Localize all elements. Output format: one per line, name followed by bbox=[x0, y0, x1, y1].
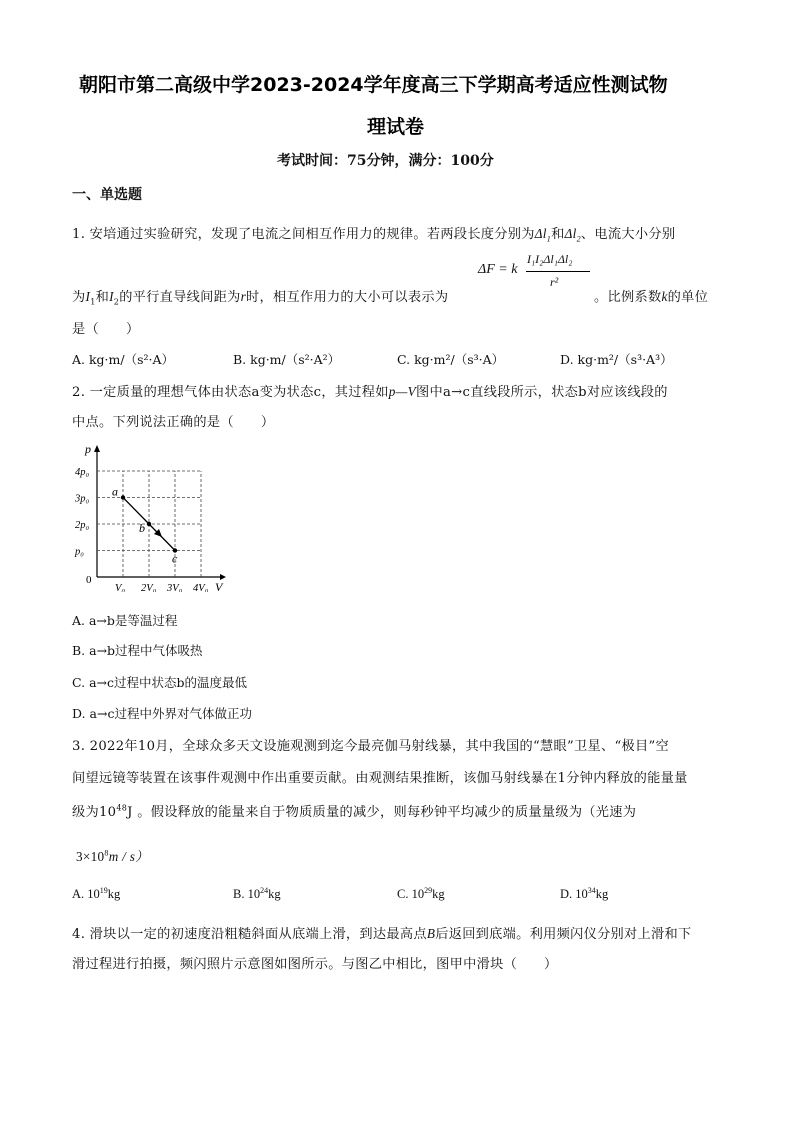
q4-line2: 滑过程进行拍摄，频闪照片示意图如图所示。与图乙中相比，图甲中滑块（ ） bbox=[72, 957, 558, 972]
page-title-line2: 理试卷 bbox=[367, 116, 425, 138]
section-heading: 一、单选题 bbox=[72, 187, 142, 203]
pv-graph bbox=[72, 440, 232, 592]
exam-info: 考试时间：75分钟，满分：100分 bbox=[277, 153, 494, 169]
formula-denominator: r² bbox=[550, 275, 559, 289]
p-axis-label: p bbox=[85, 442, 91, 456]
state-label-a: a bbox=[112, 484, 118, 499]
y-tick-label: 3p₀ bbox=[75, 493, 90, 505]
q3-option-a: A. $10^{19}kg$ bbox=[72, 886, 121, 902]
v-axis-label: V bbox=[215, 580, 223, 592]
state-point-b bbox=[147, 522, 151, 526]
q2-option-a: A. a→b是等温过程 bbox=[72, 613, 178, 628]
p-axis-arrow bbox=[94, 445, 100, 452]
q1-line1: 1. 安培通过实验研究，发现了电流之间相互作用力的规律。若两段长度分别为$\Delta l_1$和$\Delta l_2$、电流大小分别 bbox=[72, 226, 676, 244]
q1-option-a: A. kg·m/（s²·A） bbox=[72, 352, 175, 367]
q2-option-c: C. a→c过程中状态b的温度最低 bbox=[72, 675, 247, 690]
state-label-b: b bbox=[139, 521, 145, 535]
state-label-c: c bbox=[172, 551, 178, 566]
q3-line4: $3\times 10^8m / s$） bbox=[76, 848, 149, 864]
q3-line1: 3. 2022年10月，全球众多天文设施观测到迄今最亮伽马射线暴，其中我国的“慧眼”卫星、“极目”空 bbox=[72, 739, 670, 754]
a-to-b-segment bbox=[123, 498, 149, 525]
y-tick-label: p₀ bbox=[75, 546, 84, 558]
q3-option-b: B. $10^{24}kg$ bbox=[233, 886, 281, 902]
q2-line2: 中点。下列说法正确的是（ ） bbox=[72, 415, 275, 430]
b-to-c-segment bbox=[149, 524, 175, 551]
q3-option-c: C. $10^{29}kg$ bbox=[397, 886, 445, 902]
q1-line3: 是（ ） bbox=[72, 322, 140, 337]
origin-label: 0 bbox=[86, 574, 92, 586]
y-tick-label: 2p₀ bbox=[75, 520, 90, 531]
q3-option-d: D. $10^{34}kg$ bbox=[560, 886, 609, 902]
q1-option-d: D. kg·m²/（s³·A³） bbox=[560, 352, 673, 367]
formula-numerator: I₁I₂Δl₁Δl₂ bbox=[527, 252, 573, 266]
x-tick-label: 2V₀ bbox=[141, 583, 157, 592]
q3-line2: 间望远镜等装置在该事件观测中作出重要贡献。由观测结果推断，该伽马射线暴在1分钟内释放的能量量 bbox=[72, 771, 688, 786]
formula-lhs: ΔF = k bbox=[478, 262, 518, 277]
q4-line1: 4. 滑块以一定的初速度沿粗糙斜面从底端上滑，到达最高点B后返回到底端。利用频闪仪分别对上滑和下 bbox=[72, 926, 692, 942]
q1-option-b: B. kg·m/（s²·A²） bbox=[233, 352, 341, 367]
fraction-bar bbox=[526, 271, 590, 272]
x-tick-label: 3V₀ bbox=[167, 583, 183, 592]
q3-line3: 级为$10^{48}J$ 。假设释放的能量来自于物质质量的减少，则每秒钟平均减少的质量量级为（光速为 bbox=[72, 803, 637, 820]
x-tick-label: V₀ bbox=[115, 583, 126, 592]
x-tick-label: 4V₀ bbox=[193, 583, 209, 592]
state-point-a bbox=[121, 495, 125, 499]
y-tick-label: 4p₀ bbox=[75, 467, 90, 478]
page-title: 朝阳市第二高级中学2023-2024学年度高三下学期高考适应性测试物 bbox=[79, 74, 668, 96]
q1-option-c: C. kg·m²/（s³·A） bbox=[397, 352, 505, 367]
q2-option-b: B. a→b过程中气体吸热 bbox=[72, 643, 203, 658]
q1-line2-tail: 。比例系数k的单位 bbox=[594, 289, 709, 305]
q2-line1: 2. 一定质量的理想气体由状态a变为状态c，其过程如p—V图中a→c直线段所示，状态b对应该线段的 bbox=[72, 384, 668, 400]
q1-line2: 为$I_1$和$I_2$的平行直导线间距为r时，相互作用力的大小可以表示为 bbox=[72, 289, 449, 307]
q2-option-d: D. a→c过程中外界对气体做正功 bbox=[72, 706, 252, 721]
